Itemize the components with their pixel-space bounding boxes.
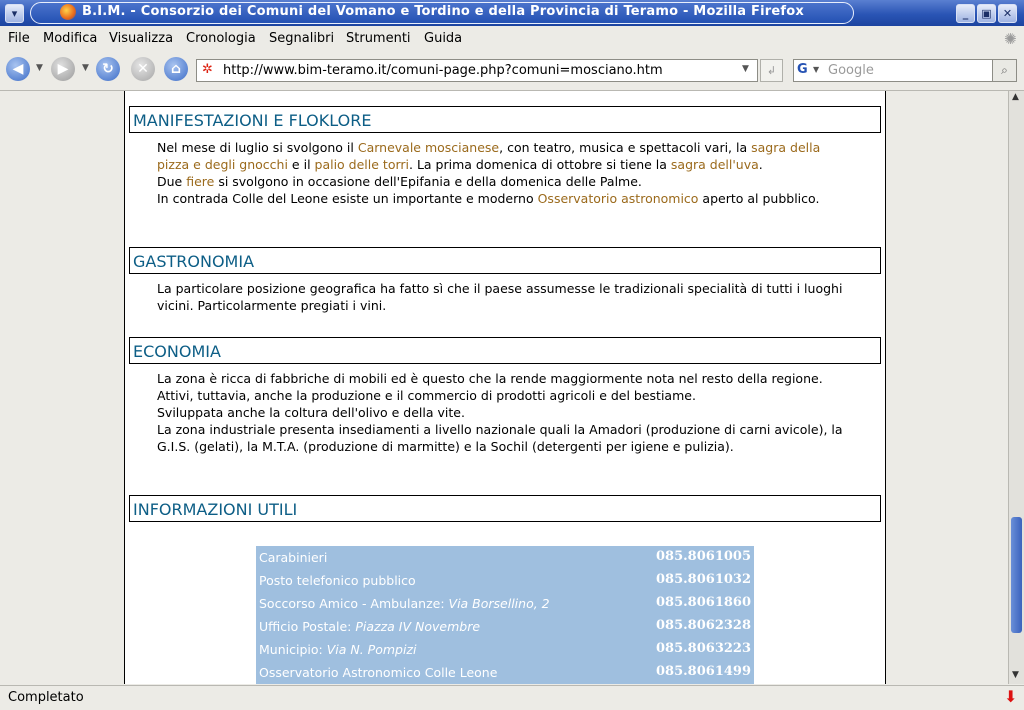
text-span: aperto al pubblico.: [698, 191, 820, 206]
text-span: Due: [157, 174, 187, 189]
menu-cronologia[interactable]: Cronologia: [186, 31, 256, 46]
phone-number: 085.8061499: [656, 664, 751, 679]
economia-p3: La zona industriale presenta insediamenti a livello nazionale quali la Amadori (produzione di carni avicole), la G.I.S. (gelati), la M.T.A. (produzione di marmitte) e la Sochil (detergenti per igiene e pulizia).: [157, 422, 843, 454]
text-span: In contrada Colle del Leone esiste un importante e moderno: [157, 191, 538, 206]
section-heading-manifestazioni: MANIFESTAZIONI E FLOKLORE: [129, 106, 881, 133]
page-body: [124, 91, 886, 684]
economia-text: [157, 370, 847, 455]
row-label: [259, 550, 327, 565]
label-text: Soccorso Amico - Ambulanze:: [259, 596, 449, 611]
menu-modifica[interactable]: Modifica: [43, 31, 98, 46]
close-button[interactable]: ✕: [998, 4, 1017, 23]
menubar: [0, 26, 1024, 50]
address-text: Piazza IV Novembre: [355, 619, 481, 634]
table-row: [256, 661, 754, 684]
link-palio[interactable]: palio delle torri: [314, 157, 409, 172]
magnifier-icon: ⌕: [1001, 63, 1008, 77]
link-sagra-uva[interactable]: sagra dell'uva: [670, 157, 759, 172]
phone-number: 085.8063223: [656, 641, 751, 656]
table-row: [256, 569, 754, 592]
engine-dropdown-icon[interactable]: ▼: [813, 65, 820, 74]
manifestazioni-text: [157, 139, 847, 207]
phone-number: 085.8061005: [656, 549, 751, 564]
home-button[interactable]: ⌂: [164, 57, 188, 81]
address-text: Via N. Pompizi: [326, 642, 417, 657]
link-fiere[interactable]: fiere: [186, 174, 215, 189]
search-button[interactable]: [992, 59, 1017, 82]
window-menu-button[interactable]: ▾: [5, 4, 24, 23]
firefox-icon: [60, 4, 76, 20]
url-text[interactable]: http://www.bim-teramo.it/comuni-page.php?comuni=mosciano.htm: [223, 63, 663, 78]
minimize-button[interactable]: _: [956, 4, 975, 23]
phone-number: 085.8061860: [656, 595, 751, 610]
label-text: Osservatorio Astronomico Colle Leone: [259, 665, 498, 680]
row-label: [259, 642, 416, 657]
text-span: .: [758, 157, 763, 172]
link-osservatorio[interactable]: Osservatorio astronomico: [537, 191, 699, 206]
table-row: [256, 546, 754, 569]
menu-file[interactable]: File: [8, 31, 30, 46]
status-text: Completato: [8, 690, 84, 705]
vertical-scrollbar[interactable]: [1008, 91, 1024, 684]
back-button[interactable]: ◀: [6, 57, 30, 81]
label-text: Municipio:: [259, 642, 327, 657]
url-dropdown-icon[interactable]: ▼: [742, 64, 749, 74]
scroll-down-arrow-icon[interactable]: ▼: [1012, 670, 1019, 680]
forward-button[interactable]: ▶: [51, 57, 75, 81]
scrollbar-thumb[interactable]: [1011, 517, 1022, 633]
link-sagra-pizza[interactable]: sagra della pizza e degli gnocchi: [157, 140, 821, 172]
status-bar: [0, 685, 1024, 710]
section-heading-economia: ECONOMIA: [129, 337, 881, 364]
row-label: [259, 619, 480, 634]
text-span: e il: [287, 157, 315, 172]
section-heading-gastronomia: GASTRONOMIA: [129, 247, 881, 274]
text-span: , con teatro, musica e spettacoli vari, la: [499, 140, 752, 155]
phone-number: 085.8061032: [656, 572, 751, 587]
throbber-icon: ✺: [1004, 30, 1017, 48]
label-text: Ufficio Postale:: [259, 619, 356, 634]
google-engine-icon[interactable]: G: [797, 62, 808, 77]
page-viewport: [0, 91, 1008, 684]
text-span: si svolgono in occasione dell'Epifania e della domenica delle Palme.: [214, 174, 642, 189]
row-label: [259, 573, 416, 588]
economia-p1: La zona è ricca di fabbriche di mobili ed è questo che la rende maggiormente nota nel resto della regione. Attivi, tuttavia, anche la produzione e il commercio di prodotti agricoli e del bestiame.: [157, 371, 823, 403]
row-label: [259, 665, 497, 680]
link-carnevale[interactable]: Carnevale moscianese: [357, 140, 500, 155]
back-history-chevron-icon[interactable]: ▼: [36, 63, 43, 73]
search-input[interactable]: Google: [828, 63, 874, 78]
section-heading-info: INFORMAZIONI UTILI: [129, 495, 881, 522]
address-text: Via Borsellino, 2: [448, 596, 550, 611]
maximize-button[interactable]: ▣: [977, 4, 996, 23]
label-text: Carabinieri: [259, 550, 328, 565]
row-label: [259, 596, 550, 611]
menu-visualizza[interactable]: Visualizza: [109, 31, 174, 46]
navigation-toolbar: [0, 50, 1024, 91]
search-bar[interactable]: [793, 59, 993, 82]
menu-strumenti[interactable]: Strumenti: [346, 31, 411, 46]
table-row: [256, 592, 754, 615]
gastronomia-text: La particolare posizione geografica ha fatto sì che il paese assumesse le tradizionali specialità di tutti i luoghi vicini. Particolarmente pregiati i vini.: [157, 281, 843, 313]
url-bar[interactable]: [196, 59, 758, 82]
label-text: Posto telefonico pubblico: [259, 573, 416, 588]
table-row: [256, 638, 754, 661]
go-button[interactable]: ↲: [760, 59, 783, 82]
stop-button[interactable]: ✕: [131, 57, 155, 81]
text-span: Nel mese di luglio si svolgono il: [157, 140, 358, 155]
menu-segnalibri[interactable]: Segnalibri: [269, 31, 335, 46]
phone-number: 085.8062328: [656, 618, 751, 633]
site-favicon-icon: ✲: [202, 62, 213, 77]
download-arrow-icon[interactable]: ⬇: [1004, 687, 1018, 706]
window-titlebar: [0, 0, 1024, 26]
table-row: [256, 615, 754, 638]
window-title: B.I.M. - Consorzio dei Comuni del Vomano e Tordino e della Provincia di Teramo - Mozilla Firefox: [82, 4, 804, 19]
reload-button[interactable]: ↻: [96, 57, 120, 81]
text-span: . La prima domenica di ottobre si tiene la: [409, 157, 671, 172]
forward-history-chevron-icon[interactable]: ▼: [82, 63, 89, 73]
menu-guida[interactable]: Guida: [424, 31, 463, 46]
info-table: [256, 546, 754, 684]
economia-p2: Sviluppata anche la coltura dell'olivo e della vite.: [157, 405, 465, 420]
scroll-up-arrow-icon[interactable]: ▲: [1012, 92, 1019, 102]
